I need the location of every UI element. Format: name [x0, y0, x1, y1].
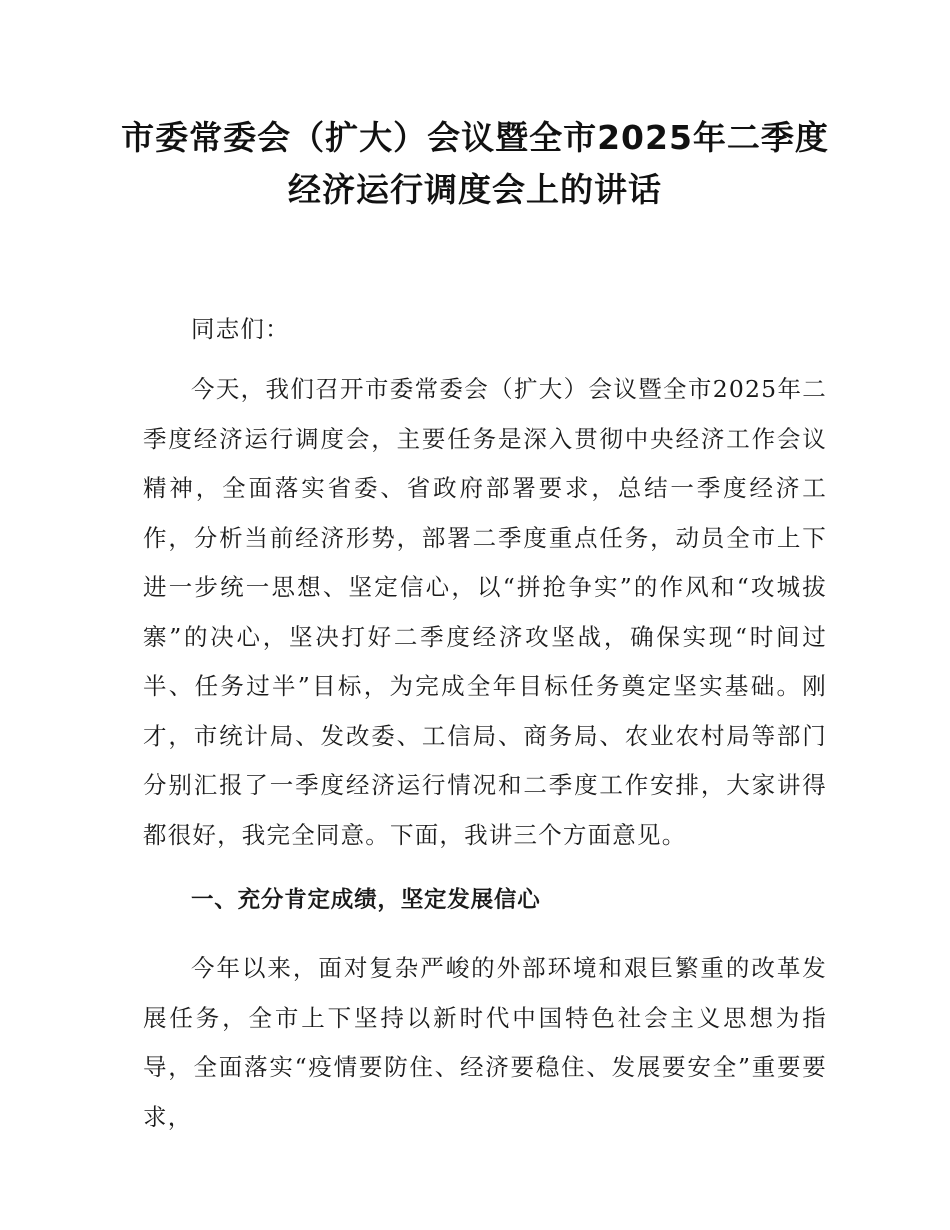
- paragraph-section-1: 今年以来，面对复杂严峻的外部环境和艰巨繁重的改革发展任务，全市上下坚持以新时代中国特色社会主义思想为指导，全面落实“疫情要防住、经济要稳住、发展要安全”重要要求，: [143, 954, 827, 1131]
- greeting: 同志们：: [191, 315, 290, 343]
- paragraph-intro: 今天，我们召开市委常委会（扩大）会议暨全市2025年二季度经济运行调度会，主要任务是深入贯彻中央经济工作会议精神，全面落实省委、省政府部署要求，总结一季度经济工作，分析当前经济形势，部署二季度重点任务，动员全市上下进一步统一思想、坚定信心，以“拼抢争实”的作风和“攻城拔寨”的决心，坚决打好二季度经济攻坚战，确保实现“时间过半、任务过半”目标，为完成全年目标任务奠定坚实基础。刚才，市统计局、发改委、工信局、商务局、农业农村局等部门分别汇报了一季度经济运行情况和二季度工作安排，大家讲得都很好，我完全同意。下面，我讲三个方面意见。: [143, 375, 827, 849]
- section-heading-1: 一、充分肯定成绩，坚定发展信心: [191, 887, 541, 913]
- document-title: 市委常委会（扩大）会议暨全市2025年二季度经济运行调度会上的讲话: [121, 118, 829, 209]
